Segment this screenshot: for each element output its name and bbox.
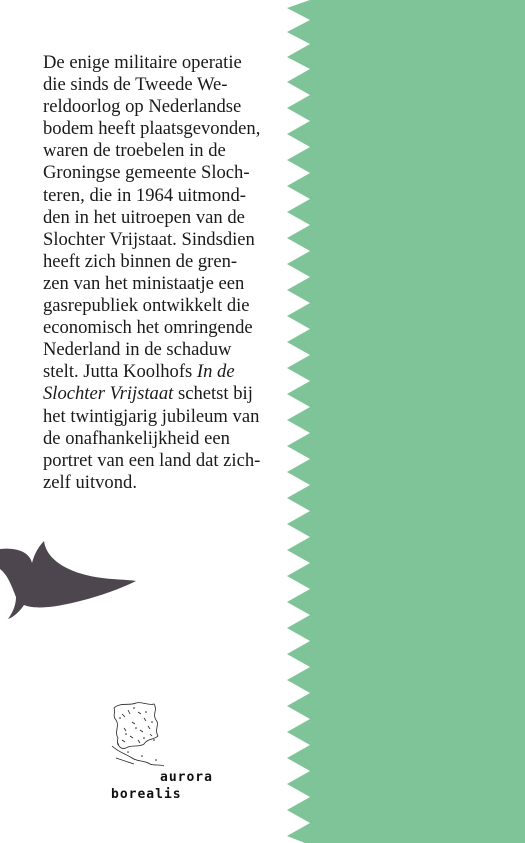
blurb-line: het twintigjarig jubileum van [43,405,260,427]
blurb-line [43,383,293,405]
blurb-line-text: stelt. Jutta Koolhofs [43,361,193,383]
blurb-line: den in het uitroepen van de [43,206,245,228]
publisher-name-line1: aurora [160,770,213,785]
blurb-paragraph [43,52,293,494]
publisher-logo [108,700,170,773]
blurb-line: Groningse gemeente Sloch- [43,162,250,184]
map-sketch-icon [108,700,170,768]
blurb-line: bodem heeft plaatsgevonden, [43,118,261,140]
blurb-line: heeft zich binnen de gren- [43,250,238,272]
blurb-line: zen van het ministaatje een [43,272,245,294]
zigzag-shape [287,0,525,843]
blurb-line: de onafhankelijkheid een [43,427,230,449]
blurb-line: economisch het omringende [43,317,253,339]
blurb-line: zelf uitvond. [43,471,137,493]
book-title-part1: In de [196,361,235,383]
blurb-text [43,52,293,494]
blurb-line: gasrepubliek ontwikkelt die [43,295,250,317]
blurb-line: Nederland in de schaduw [43,339,232,361]
publisher-name-line2: borealis [111,787,182,802]
blurb-line: waren de troebelen in de [43,140,226,162]
blurb-line: portret van een land dat zich- [43,449,261,471]
blurb-line: reldoorlog op Nederlandse [43,96,242,118]
blurb-line: die sinds de Tweede We- [43,74,228,96]
leaf-ornament-icon [0,535,140,625]
blurb-line-text: schetst bij [173,383,253,405]
blurb-line: teren, die in 1964 uitmond- [43,184,246,206]
blurb-line: De enige militaire operatie [43,52,242,73]
blurb-line [43,361,293,383]
book-title-part2: Slochter Vrijstaat [43,383,174,405]
blurb-line: Slochter Vrijstaat. Sindsdien [43,228,255,250]
